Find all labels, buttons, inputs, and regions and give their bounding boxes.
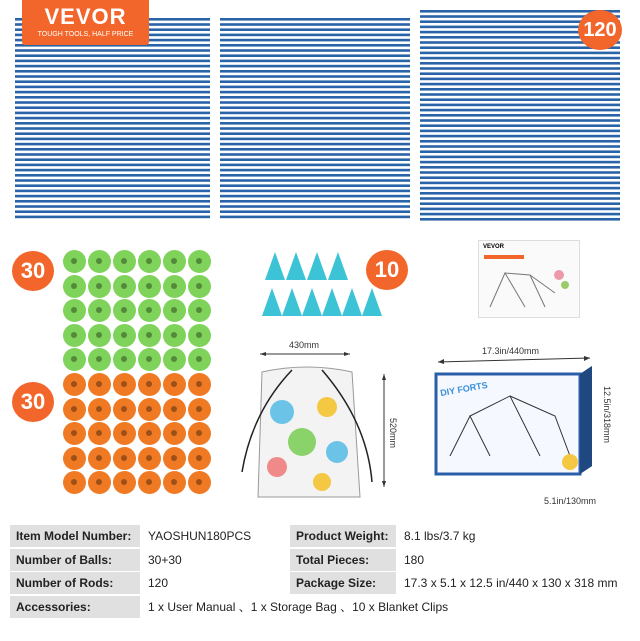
rod — [15, 75, 210, 78]
rod — [15, 86, 210, 89]
rod — [220, 200, 410, 203]
green-ball — [188, 275, 211, 298]
rods-label: Number of Rods: — [10, 572, 140, 594]
green-ball — [113, 324, 136, 347]
blanket-clip — [265, 252, 285, 280]
rod — [420, 67, 620, 70]
pieces-label: Total Pieces: — [290, 549, 396, 571]
model-label: Item Model Number: — [10, 525, 140, 547]
rod — [15, 143, 210, 146]
clips-count: 10 — [374, 257, 400, 282]
bag-width-label: 430mm — [289, 340, 320, 350]
rod — [220, 65, 410, 68]
rod — [420, 130, 620, 133]
specs-row-4 — [10, 596, 630, 618]
rod — [220, 132, 410, 135]
green-ball — [163, 299, 186, 322]
rod — [220, 205, 410, 208]
orange-ball — [88, 447, 111, 470]
rod — [420, 104, 620, 107]
specs-row-1 — [10, 525, 630, 547]
manual-brand: VEVOR — [483, 244, 505, 250]
rod — [220, 143, 410, 146]
rod — [220, 101, 410, 104]
orange-ball — [188, 422, 211, 445]
bag-height-label: 520mm — [388, 418, 398, 449]
green-ball — [113, 250, 136, 273]
rods-value: 120 — [148, 576, 169, 590]
rod — [420, 109, 620, 112]
rod — [220, 75, 410, 78]
rod — [220, 28, 410, 31]
orange-ball — [63, 447, 86, 470]
blanket-clip — [282, 288, 302, 316]
orange-ball — [138, 447, 161, 470]
orange-ball — [113, 373, 136, 396]
orange-ball — [163, 398, 186, 421]
rod — [420, 156, 620, 159]
orange-ball — [188, 447, 211, 470]
orange-ball — [113, 471, 136, 494]
green-ball — [138, 275, 161, 298]
green-ball — [138, 250, 161, 273]
green-ball — [188, 250, 211, 273]
rod — [220, 158, 410, 161]
rod — [420, 145, 620, 148]
orange-ball — [63, 398, 86, 421]
orange-ball — [63, 422, 86, 445]
green-ball — [88, 324, 111, 347]
green-ball — [188, 324, 211, 347]
rod — [15, 179, 210, 182]
rod — [220, 91, 410, 94]
box-depth-label: 5.1in/130mm — [544, 496, 597, 506]
orange-ball — [63, 373, 86, 396]
rod — [420, 72, 620, 75]
green-ball — [113, 275, 136, 298]
rod — [420, 135, 620, 138]
orange-ball — [138, 373, 161, 396]
manual-illustration — [485, 263, 573, 311]
rod — [420, 62, 620, 65]
rod — [220, 106, 410, 109]
rod — [220, 86, 410, 89]
rod — [420, 140, 620, 143]
rod — [220, 179, 410, 182]
rod — [220, 18, 410, 21]
weight-label: Product Weight: — [290, 525, 396, 547]
rod — [420, 93, 620, 96]
rod — [420, 98, 620, 101]
rod — [15, 112, 210, 115]
rod — [15, 91, 210, 94]
green-ball — [138, 299, 161, 322]
specs-row-3 — [10, 572, 630, 594]
weight-value: 8.1 lbs/3.7 kg — [404, 529, 476, 543]
orange-ball — [63, 471, 86, 494]
balls-value: 30+30 — [148, 553, 182, 567]
pieces-value: 180 — [404, 553, 425, 567]
rod — [15, 80, 210, 83]
rod — [15, 49, 210, 52]
rod — [15, 210, 210, 213]
rod — [15, 60, 210, 63]
rod — [420, 182, 620, 185]
logo-brand: VEVOR — [44, 4, 127, 29]
rod — [220, 54, 410, 57]
rod — [15, 96, 210, 99]
green-ball — [138, 324, 161, 347]
rod — [220, 169, 410, 172]
orange-ball — [113, 422, 136, 445]
blanket-clip — [286, 252, 306, 280]
rod — [15, 70, 210, 73]
rod — [420, 208, 620, 211]
orange-ball — [163, 422, 186, 445]
rod — [15, 158, 210, 161]
rod — [420, 52, 620, 55]
green-ball — [63, 250, 86, 273]
rod — [420, 78, 620, 81]
rod — [420, 124, 620, 127]
orange-ball — [113, 447, 136, 470]
rod — [420, 161, 620, 164]
rod — [220, 112, 410, 115]
orange-ball — [138, 422, 161, 445]
rod — [15, 117, 210, 120]
blanket-clip — [262, 288, 282, 316]
orange-ball — [88, 373, 111, 396]
rod — [220, 148, 410, 151]
blanket-clip — [328, 252, 348, 280]
rod — [15, 132, 210, 135]
rod — [15, 106, 210, 109]
orange-ball — [138, 471, 161, 494]
green-ball — [63, 348, 86, 371]
vevor-logo — [22, 0, 149, 45]
rod — [15, 216, 210, 219]
rod — [15, 54, 210, 57]
rod — [220, 216, 410, 219]
rod — [220, 195, 410, 198]
rod — [420, 197, 620, 200]
rod — [420, 218, 620, 221]
rod — [420, 192, 620, 195]
green-ball — [188, 299, 211, 322]
rod — [420, 150, 620, 153]
rod — [420, 88, 620, 91]
rod — [220, 23, 410, 26]
green-ball — [113, 299, 136, 322]
rod — [420, 213, 620, 216]
green-ball — [88, 299, 111, 322]
rod — [220, 44, 410, 47]
orange-ball — [163, 447, 186, 470]
orange-ball — [138, 398, 161, 421]
balls-label: Number of Balls: — [10, 549, 140, 571]
rod — [220, 127, 410, 130]
rod — [220, 49, 410, 52]
green-balls-count: 30 — [20, 258, 46, 283]
green-ball — [88, 348, 111, 371]
box-height-label: 12.5in/318mm — [602, 386, 612, 444]
rod — [220, 184, 410, 187]
rod — [220, 138, 410, 141]
rod — [15, 101, 210, 104]
green-ball — [138, 348, 161, 371]
rod — [15, 148, 210, 151]
orange-ball — [188, 398, 211, 421]
rod — [15, 138, 210, 141]
rod — [15, 195, 210, 198]
rod — [220, 60, 410, 63]
model-value: YAOSHUN180PCS — [148, 529, 252, 543]
rod — [15, 169, 210, 172]
rod — [15, 65, 210, 68]
orange-ball — [188, 373, 211, 396]
orange-ball — [88, 422, 111, 445]
blanket-clip — [302, 288, 322, 316]
blanket-clip — [307, 252, 327, 280]
green-balls-badge — [12, 251, 54, 291]
rod — [220, 164, 410, 167]
green-ball — [63, 324, 86, 347]
rod — [15, 153, 210, 156]
orange-ball — [113, 398, 136, 421]
rod — [15, 127, 210, 130]
rod — [220, 39, 410, 42]
box-title: DIY FORTS — [439, 379, 489, 399]
green-ball — [88, 275, 111, 298]
rod — [15, 174, 210, 177]
rod — [420, 176, 620, 179]
user-manual-image — [478, 240, 580, 318]
green-ball — [113, 348, 136, 371]
rod — [220, 34, 410, 37]
rod — [15, 164, 210, 167]
rod — [220, 122, 410, 125]
rod — [420, 83, 620, 86]
orange-ball — [188, 471, 211, 494]
orange-balls-badge — [12, 382, 54, 422]
orange-ball — [163, 373, 186, 396]
rod — [15, 184, 210, 187]
rod — [15, 190, 210, 193]
rod — [420, 166, 620, 169]
rod — [220, 210, 410, 213]
blanket-clip — [342, 288, 362, 316]
orange-ball — [88, 471, 111, 494]
orange-ball — [88, 398, 111, 421]
rod — [420, 171, 620, 174]
rod — [220, 96, 410, 99]
rod — [15, 122, 210, 125]
rod — [220, 117, 410, 120]
rod — [220, 190, 410, 193]
package-value: 17.3 x 5.1 x 12.5 in/440 x 130 x 318 mm — [404, 576, 618, 590]
rods-count-badge — [578, 10, 622, 50]
green-ball — [163, 324, 186, 347]
clips-count-badge — [366, 250, 408, 290]
green-ball — [63, 299, 86, 322]
orange-ball — [163, 471, 186, 494]
green-ball — [163, 348, 186, 371]
rod — [15, 205, 210, 208]
rod — [15, 200, 210, 203]
rod — [220, 70, 410, 73]
green-ball — [163, 275, 186, 298]
box-length-label: 17.3in/440mm — [482, 346, 540, 356]
orange-balls-count: 30 — [20, 389, 46, 414]
accessories-value: 1 x User Manual 、1 x Storage Bag 、10 x Blanket Clips — [148, 600, 449, 614]
specs-row-2 — [10, 549, 630, 571]
rods-count: 120 — [583, 18, 617, 41]
rod — [420, 202, 620, 205]
rod — [420, 114, 620, 117]
rod — [420, 57, 620, 60]
logo-tagline: TOUGH TOOLS, HALF PRICE — [37, 31, 134, 38]
rod — [420, 187, 620, 190]
green-ball — [63, 275, 86, 298]
accessories-label: Accessories: — [10, 596, 140, 618]
rod — [220, 153, 410, 156]
green-ball — [163, 250, 186, 273]
green-ball — [188, 348, 211, 371]
package-box-image — [430, 356, 602, 496]
rod — [420, 119, 620, 122]
rod — [220, 80, 410, 83]
rod — [220, 174, 410, 177]
blanket-clip — [322, 288, 342, 316]
package-label: Package Size: — [290, 572, 396, 594]
storage-bag-image — [232, 352, 402, 512]
green-ball — [88, 250, 111, 273]
blanket-clip — [362, 288, 382, 316]
